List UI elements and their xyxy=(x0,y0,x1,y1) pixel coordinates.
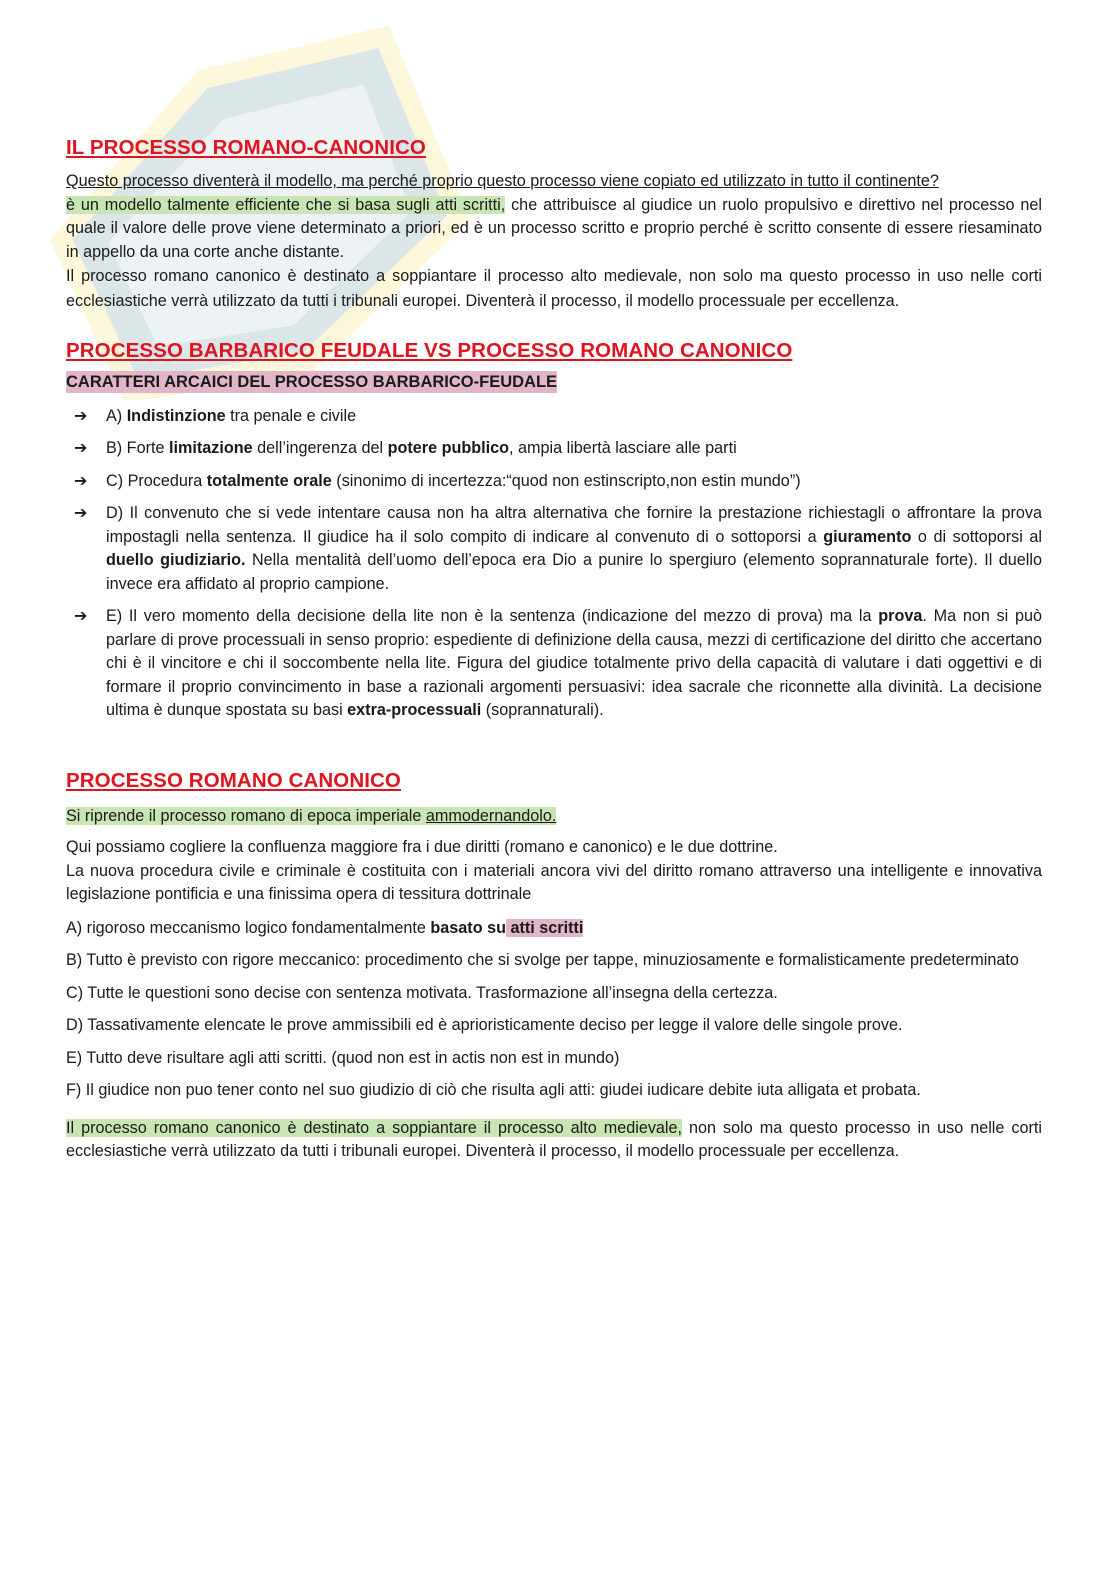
subtitle-caratteri-arcaici: CARATTERI ARCAICI DEL PROCESSO BARBARICO-FEUDALE xyxy=(66,373,558,391)
body-paragraph: Qui possiamo cogliere la confluenza maggiore fra i due diritti (romano e canonico) e le due dottrine. La nuova procedura civile e criminale è costituita con i materiali ancora vivi del diritto romano attraverso una intelligente e innovativa legislazione pontificia e una finissima opera di tessitura dottrinale xyxy=(66,838,1042,903)
arrow-right-icon: ➔ xyxy=(74,407,88,425)
list-item: C) Tutte le questioni sono decise con sentenza motivata. Trasformazione all’insegna della certezza. xyxy=(66,983,778,1002)
arrow-right-icon: ➔ xyxy=(74,472,88,490)
document-page xyxy=(66,134,1042,1164)
list-item: ➔ C) Procedura totalmente orale (sinonimo di incertezza:“quod non estinscripto,non estin mundo”) xyxy=(66,470,1042,494)
list-item: F) Il giudice non puo tener conto nel suo giudizio di ciò che risulta agli atti: giudei iudicare debite iuta alligata et probata. xyxy=(66,1081,921,1099)
list-item: D) Tassativamente elencate le prove ammissibili ed è aprioristicamente deciso per legge il valore delle singole prove. xyxy=(66,1016,903,1034)
section-title-barbarico-vs-romano: PROCESSO BARBARICO FEUDALE VS PROCESSO ROMANO CANONICO xyxy=(66,339,793,362)
list-item: ➔ A) Indistinzione tra penale e civile xyxy=(66,405,1042,429)
section-title-processo-romano-canonico-2: PROCESSO ROMANO CANONICO xyxy=(66,768,401,792)
list-item: E) Tutto deve risultare agli atti scritti. (quod non est in actis non est in mundo) xyxy=(66,1048,620,1067)
highlight-underlined-text: ammodernandolo. xyxy=(425,806,557,825)
closing-paragraph: Il processo romano canonico è destinato a soppiantare il processo alto medievale, non solo ma questo processo in uso nelle corti ecclesiastiche verrà utilizzato da tutti i tribunali europei. Diventerà il processo, il modello processuale per eccellenza. xyxy=(66,1118,1042,1160)
arrow-right-icon: ➔ xyxy=(74,440,88,457)
highlight-text: Il processo romano canonico è destinato a soppiantare il processo alto medievale, xyxy=(66,1118,683,1137)
intro-question: Questo processo diventerà il modello, ma perché proprio questo processo viene copiato ed utilizzato in tutto il continente? xyxy=(66,172,939,190)
roman-canonic-list xyxy=(66,917,1042,1103)
intro-paragraph xyxy=(66,170,1042,264)
list-item: B) Tutto è previsto con rigore meccanico: procedimento che si svolge per tappe, minuziosamente e formalisticamente predeterminato xyxy=(66,951,1019,969)
list-item: ➔ D) Il convenuto che si vede intentare causa non ha altra alternativa che fornire la prestazione richiestagli o affrontare la prova impostagli nella sentenza. Il giudice ha il solo compito di indicare al convenuto di o sottoporsi a giuramento o di sottoporsi al duello giudiziario. Nella mentalità dell’uomo dell’epoca era Dio a punire lo spergiuro (elemento soprannaturale forte). Il duello invece era affidato al proprio campione. xyxy=(74,504,1043,593)
body-paragraph: Il processo romano canonico è destinato a soppiantare il processo alto medievale, non solo ma questo processo in uso nelle corti ecclesiastiche verrà utilizzato da tutti i tribunali europei. Diventerà il processo, il modello processuale per eccellenza. xyxy=(66,267,1042,310)
highlight-text: Si riprende il processo romano di epoca imperiale xyxy=(66,806,426,825)
list-item: ➔ B) Forte limitazione dell’ingerenza del potere pubblico, ampia libertà lasciare alle parti xyxy=(66,437,1042,461)
intro-line xyxy=(66,805,1042,829)
arrow-right-icon: ➔ xyxy=(74,608,88,625)
arcaic-characters-list xyxy=(66,405,1042,723)
section-title-processo-romano-canonico: IL PROCESSO ROMANO-CANONICO xyxy=(66,136,426,159)
body-text: che attribuisce al giudice un ruolo propulsivo e direttivo nel processo nel quale il valore delle prove viene determinato a priori, ed è un processo scritto e proprio perché è scritto consente di essere riesaminato in appello da una corte anche distante. xyxy=(66,195,1042,261)
highlight-text: è un modello talmente efficiente che si basa sugli atti scritti, xyxy=(66,195,506,214)
list-item: A) rigoroso meccanismo logico fondamentalmente basato su atti scritti xyxy=(66,918,584,937)
arrow-right-icon: ➔ xyxy=(74,505,88,522)
list-item: ➔ E) Il vero momento della decisione della lite non è la sentenza (indicazione del mezzo di prova) ma la prova. Ma non si può parlare di prove processuali in senso proprio: espediente di definizione della causa, mezzi di certificazione del diritto che accertano chi è il vincitore e chi il soccombente nella lite. Figura del giudice totalmente privo della capacità di valutare i dati oggettivi e di formare il proprio convincimento in base a razionali argomenti persuasivi: idea sacrale che riconnette alla divinità. La decisione ultima è dunque spostata su basi extra-processuali (soprannaturali). xyxy=(74,607,1042,719)
